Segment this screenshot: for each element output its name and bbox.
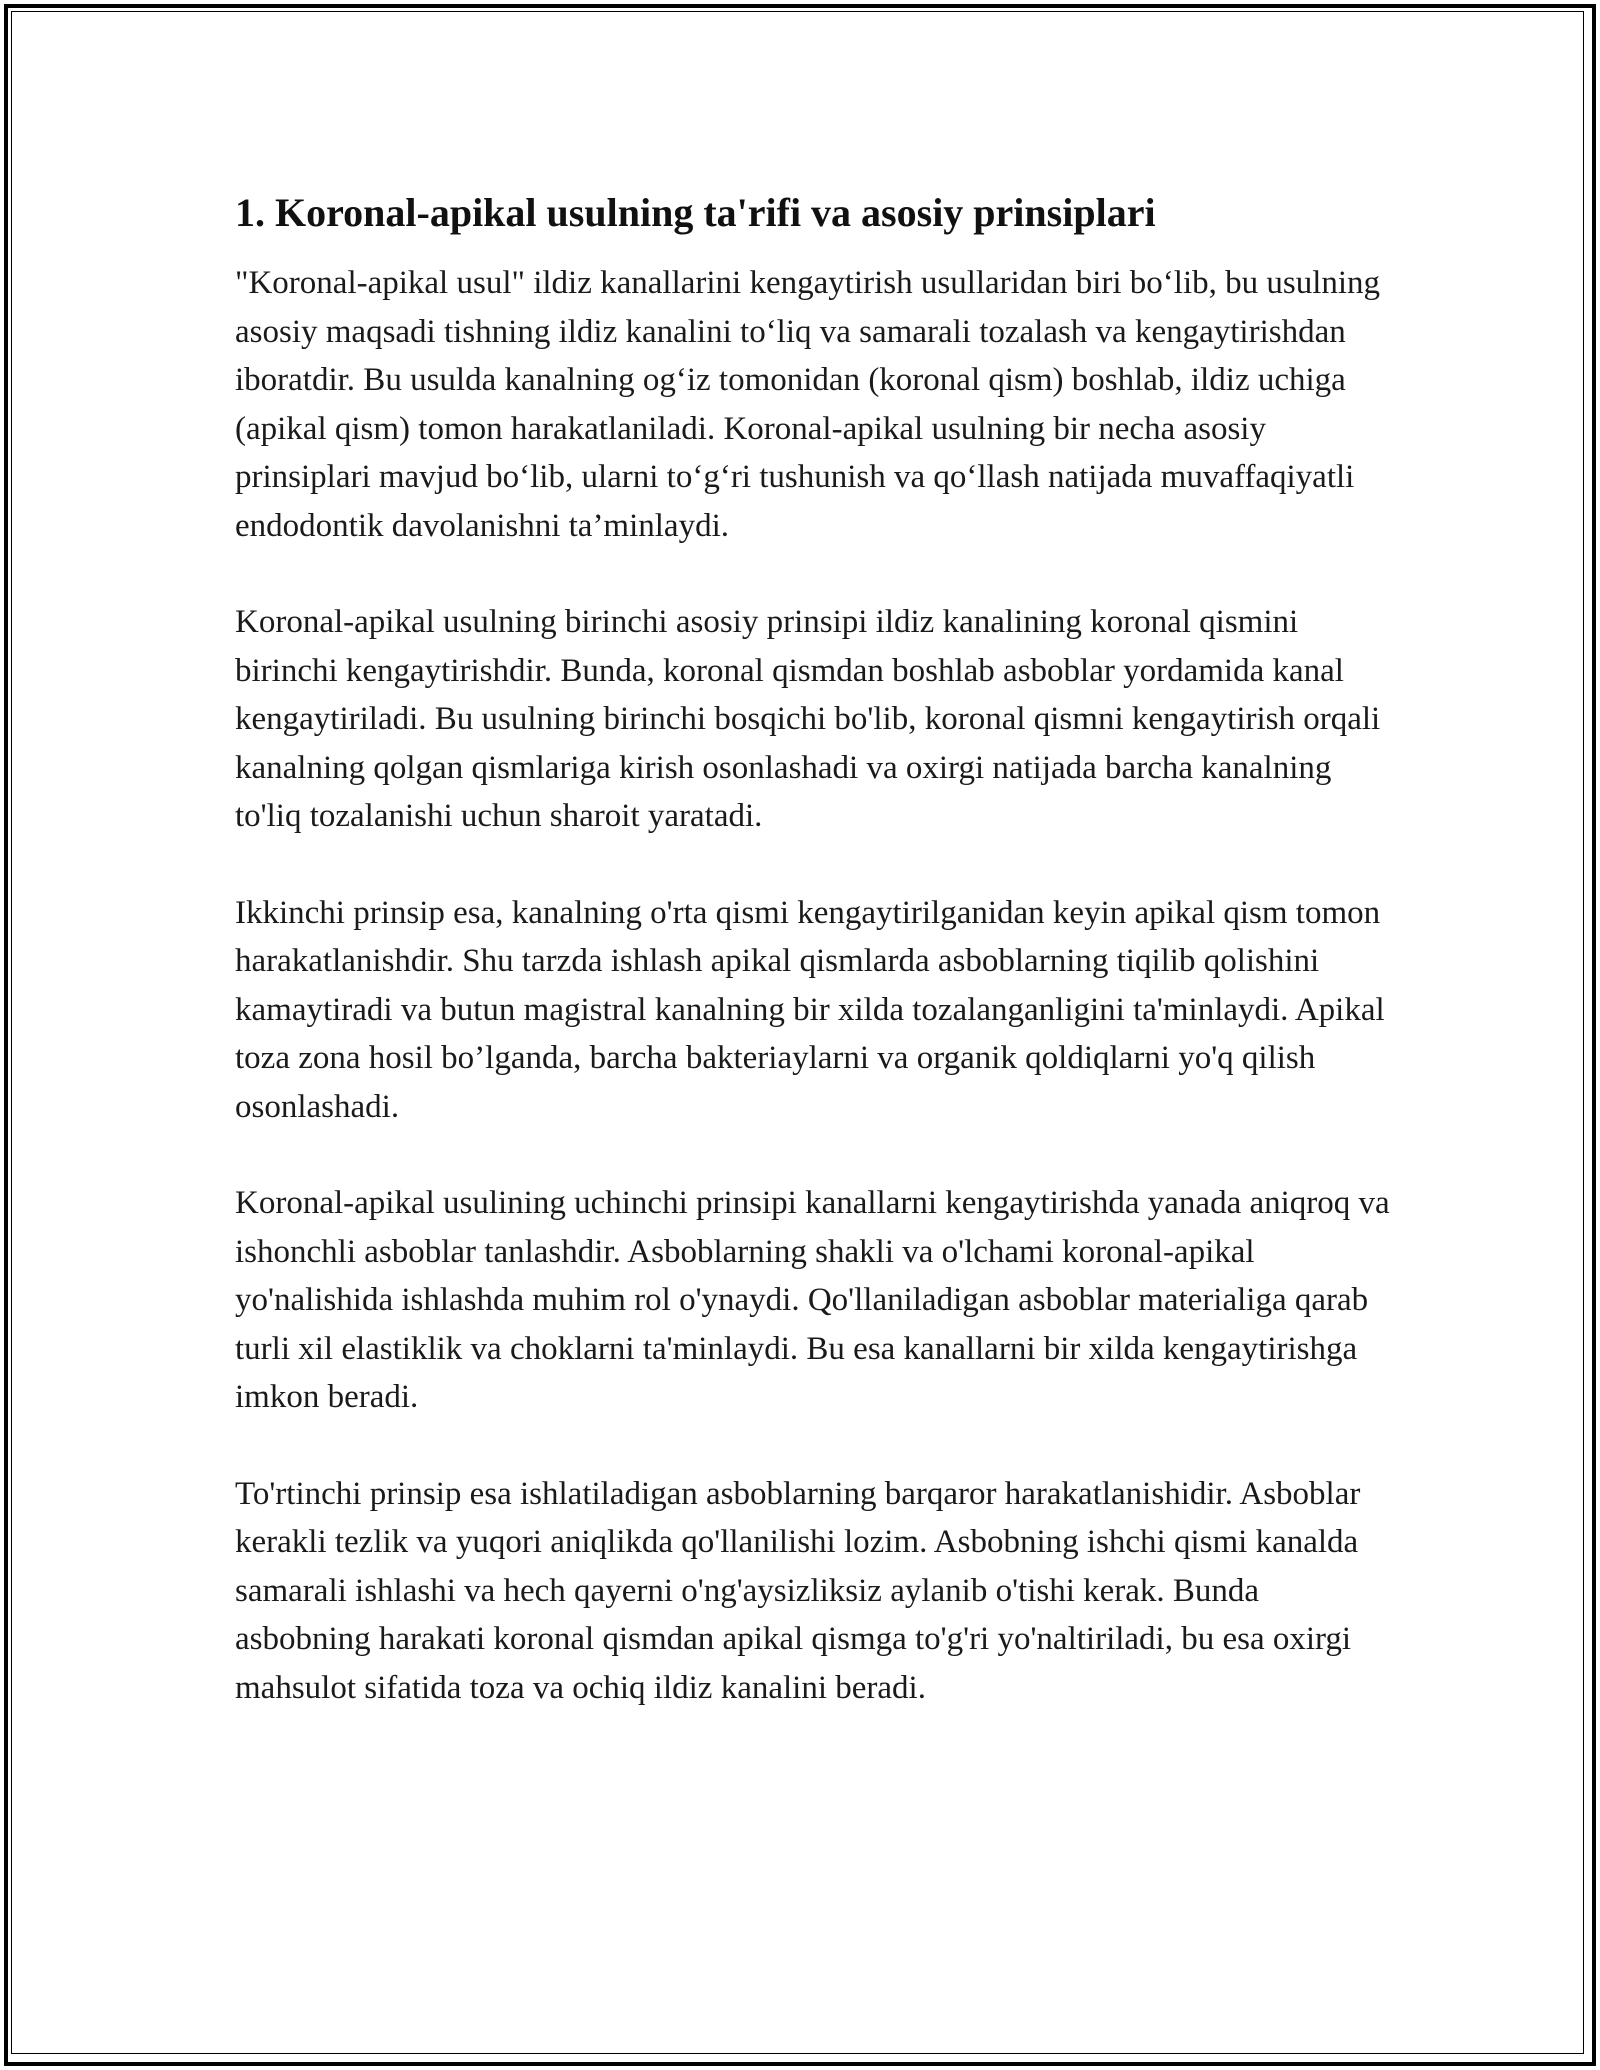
section-heading: 1. Koronal-apikal usulning ta'rifi va asosiy prinsiplari [235, 190, 1156, 235]
paragraph-fourth-principle: To'rtinchi prinsip esa ishlatiladigan asboblarning barqaror harakatlanishidir. Asboblar kerakli tezlik va yuqori aniqlikda qo'llanilishi lozim. Asbobning ishchi qismi kanalda samarali ishlashi va hech qayerni o'ng'aysizliksiz aylanib o'tishi kerak. Bunda asbobning harakati koronal qismdan apikal qismga to'g'ri yo'naltiriladi, bu esa oxirgi mahsulot sifatida toza va ochiq ildiz kanalini beradi. [235, 1475, 1361, 1706]
paragraph-second-principle: Ikkinchi prinsip esa, kanalning o'rta qismi kengaytirilganidan keyin apikal qism tomon harakatlanishdir. Shu tarzda ishlash apikal qismlarda asboblarning tiqilib qolishini kamaytiradi va butun magistral kanalning bir xilda tozalanganligini ta'minlaydi. Apikal toza zona hosil bo’lganda, barcha bakteriaylarni va organik qoldiqlarni yo'q qilish osonlashadi. [235, 894, 1385, 1125]
document-body [235, 185, 1395, 1760]
paragraph-first-principle: Koronal-apikal usulning birinchi asosiy prinsipi ildiz kanalining koronal qismini birinchi kengaytirishdir. Bunda, koronal qismdan boshlab asboblar yordamida kanal kengaytiriladi. Bu usulning birinchi bosqichi bo'lib, koronal qismni kengaytirish orqali kanalning qolgan qismlariga kirish osonlashadi va oxirgi natijada barcha kanalning to'liq tozalanishi uchun sharoit yaratadi. [235, 604, 1381, 834]
paragraph-third-principle: Koronal-apikal usulining uchinchi prinsipi kanallarni kengaytirishda yanada aniqroq va ishonchli asboblar tanlashdir. Asboblarning shakli va o'lchami koronal-apikal yo'nalishida ishlashda muhim rol o'ynaydi. Qo'llaniladigan asboblar materialiga qarab turli xil elastiklik va choklarni ta'minlaydi. Bu esa kanallarni bir xilda kengaytirishga imkon beradi. [235, 1185, 1390, 1415]
paragraph-intro: "Koronal-apikal usul" ildiz kanallarini kengaytirish usullaridan biri bo‘lib, bu usulning asosiy maqsadi tishning ildiz kanalini to‘liq va samarali tozalash va kengaytirishdan iboratdir. Bu usulda kanalning og‘iz tomonidan (koronal qism) boshlab, ildiz uchiga (apikal qism) tomon harakatlaniladi. Koronal-apikal usulning bir necha asosiy prinsiplari mavjud bo‘lib, ularni to‘g‘ri tushunish va qo‘llash natijada muvaffaqiyatli endodontik davolanishni ta’minlaydi. [235, 265, 1381, 544]
